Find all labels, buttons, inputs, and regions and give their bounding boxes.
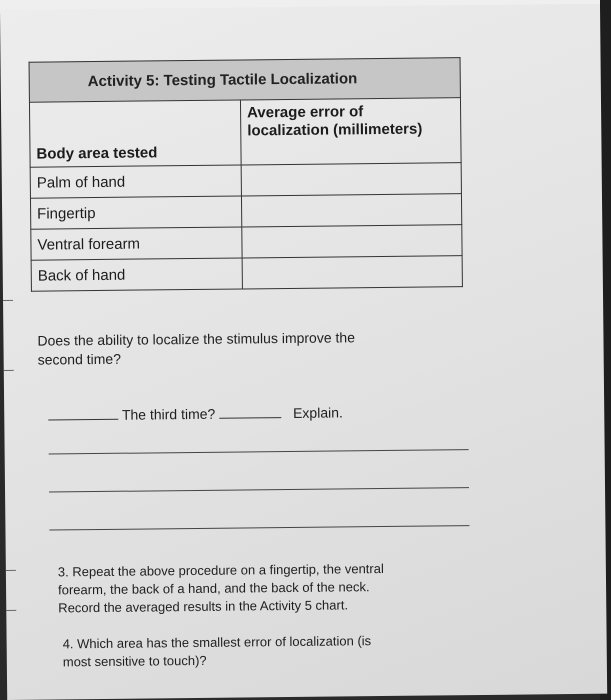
- localization-table: [29, 97, 463, 292]
- answer-line[interactable]: [49, 487, 469, 492]
- answer-line[interactable]: [49, 525, 469, 530]
- question-4: [63, 631, 483, 671]
- average-error-header-line1: Average error of: [247, 103, 364, 122]
- table-row: [30, 163, 461, 199]
- margin-mark: [6, 570, 16, 571]
- body-area-cell: Palm of hand: [30, 165, 241, 198]
- table-row: [30, 194, 461, 230]
- third-time-label: The third time?: [121, 405, 216, 423]
- error-value-cell[interactable]: [241, 163, 461, 196]
- question-improve-line2: second time?: [37, 350, 122, 368]
- question-improve-line1: Does the ability to localize the stimulus improve the: [37, 329, 356, 349]
- margin-mark: [4, 370, 14, 371]
- activity-5-table: [29, 57, 463, 292]
- average-error-header-line2: localization (millimeters): [247, 120, 423, 140]
- table-title: Activity 5: Testing Tactile Localization: [29, 57, 461, 102]
- question-4-line1: 4. Which area has the smallest error of localization (is: [62, 633, 372, 652]
- average-error-header: [240, 98, 461, 165]
- table-row: [31, 225, 462, 261]
- question-third-time: [48, 401, 478, 426]
- worksheet-page: [0, 4, 607, 700]
- question-3-line1: 3. Repeat the above procedure on a fingertip, the ventral: [57, 561, 384, 580]
- question-3-line3: Record the averaged results in the Activity 5 chart.: [58, 597, 349, 616]
- body-area-cell: Back of hand: [31, 258, 242, 291]
- body-area-header: Body area tested: [29, 100, 241, 167]
- body-area-cell: Ventral forearm: [31, 227, 242, 260]
- answer-blank-third[interactable]: [219, 403, 281, 419]
- error-value-cell[interactable]: [242, 256, 462, 289]
- question-4-line2: most sensitive to touch)?: [62, 652, 207, 670]
- margin-mark: [3, 300, 13, 301]
- table-row: [31, 256, 462, 292]
- question-improve: [37, 327, 477, 370]
- body-area-cell: Fingertip: [30, 196, 241, 229]
- margin-mark: [6, 610, 16, 611]
- error-value-cell[interactable]: [241, 194, 461, 227]
- question-3: [58, 559, 479, 617]
- answer-blank-second[interactable]: [48, 405, 118, 421]
- error-value-cell[interactable]: [242, 225, 462, 258]
- table-header-row: [29, 98, 461, 168]
- answer-line[interactable]: [49, 449, 469, 454]
- question-3-line2: forearm, the back of a hand, and the back of the neck.: [57, 579, 370, 598]
- explain-label: Explain.: [292, 404, 343, 421]
